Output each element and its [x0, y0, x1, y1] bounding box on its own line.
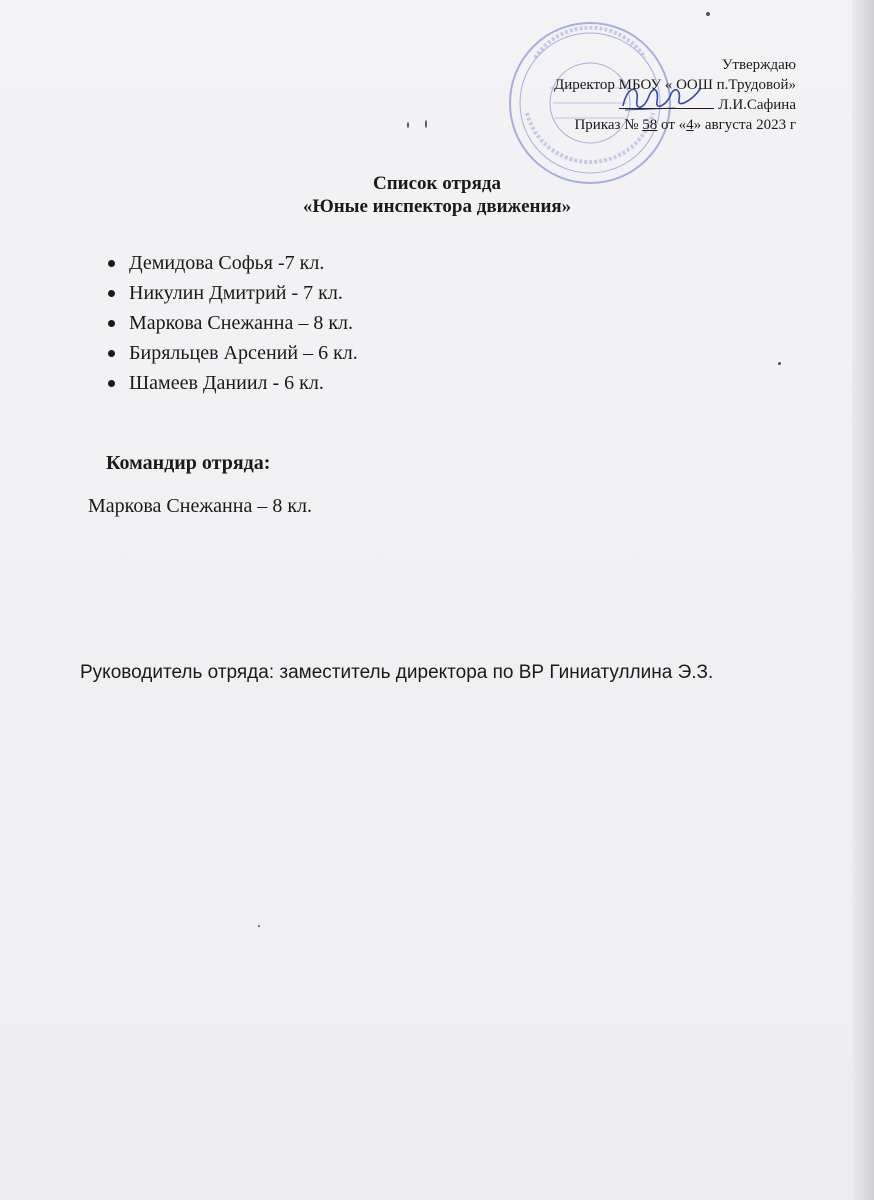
document-title	[0, 172, 874, 218]
title-line-1: Список отряда	[372, 173, 502, 194]
scan-speck	[425, 120, 427, 128]
list-item	[103, 368, 358, 398]
approval-block	[466, 55, 796, 135]
list-item	[103, 278, 358, 308]
member-name: Демидова Софья -7 кл.	[129, 252, 325, 274]
list-item	[103, 248, 358, 278]
title-line-2: «Юные инспектора движения»	[302, 196, 572, 217]
scan-speck	[407, 122, 409, 128]
order-number: 58	[642, 117, 658, 133]
bullet-icon	[108, 380, 115, 387]
member-name: Биряльцев Арсений – 6 кл.	[129, 342, 358, 364]
approval-order-line	[466, 115, 796, 135]
bullet-icon	[108, 320, 115, 327]
bullet-icon	[108, 350, 115, 357]
commander-label: Командир отряда:	[106, 452, 271, 474]
scan-speck	[706, 12, 710, 16]
scan-speck	[778, 362, 781, 365]
member-name: Маркова Снежанна – 8 кл.	[129, 312, 354, 334]
approval-director-title: Директор МБОУ « ООШ п.Трудовой»	[554, 77, 796, 93]
bullet-icon	[108, 290, 115, 297]
approval-signer-name: Л.И.Сафина	[718, 97, 796, 113]
leader-line: Руководитель отряда: заместитель директора по ВР Гиниатуллина Э.З.	[80, 662, 714, 683]
member-list	[103, 248, 358, 398]
list-item	[103, 338, 358, 368]
commander-name: Маркова Снежанна – 8 кл.	[88, 495, 313, 517]
signature-underline	[619, 96, 714, 109]
approval-signer-line	[466, 95, 796, 115]
order-day: 4	[686, 117, 694, 133]
order-prefix: Приказ №	[574, 117, 639, 133]
order-from: от «	[661, 117, 687, 133]
member-name: Шамеев Даниил - 6 кл.	[129, 372, 324, 394]
approval-heading: Утверждаю	[721, 57, 796, 73]
bullet-icon	[108, 260, 115, 267]
scan-speck	[258, 925, 260, 927]
list-item	[103, 308, 358, 338]
order-date-suffix: » августа 2023 г	[693, 117, 796, 133]
member-name: Никулин Дмитрий - 7 кл.	[129, 282, 343, 304]
